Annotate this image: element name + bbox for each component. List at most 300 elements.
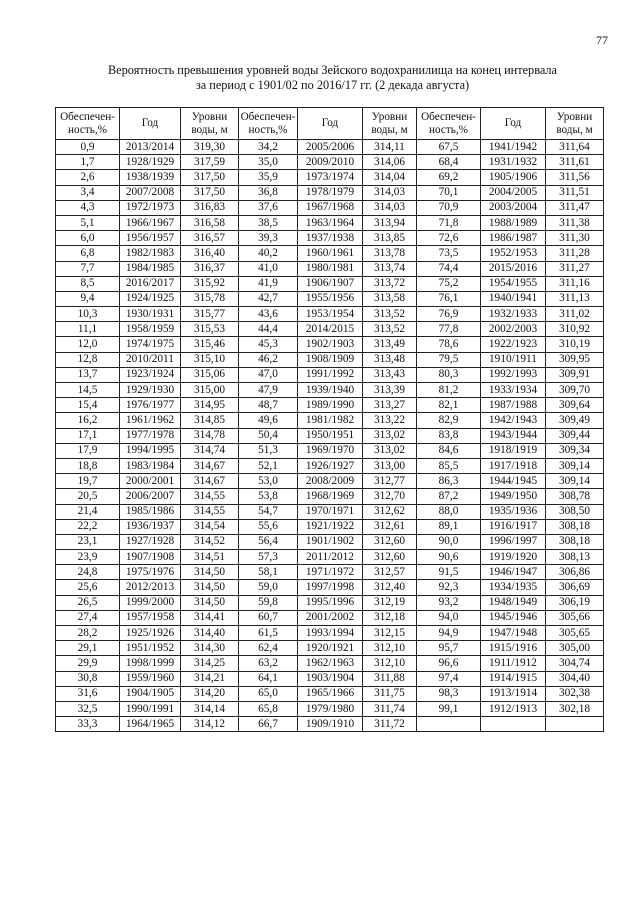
water-level-cell: 314,04 <box>363 170 417 185</box>
header-line: Уровни <box>371 110 408 123</box>
year-cell: 2010/2011 <box>120 352 181 367</box>
water-level-cell: 313,00 <box>363 458 417 473</box>
water-level-cell: 314,20 <box>181 686 239 701</box>
year-cell: 1902/1903 <box>298 337 363 352</box>
year-cell: 1949/1950 <box>481 489 546 504</box>
header-probability-2 <box>239 108 298 140</box>
probability-cell: 25,6 <box>56 580 120 595</box>
probability-cell: 59,8 <box>239 595 298 610</box>
year-cell: 1927/1928 <box>120 534 181 549</box>
probability-cell: 43,6 <box>239 307 298 322</box>
year-cell: 2000/2001 <box>120 474 181 489</box>
table-row <box>56 200 604 215</box>
page-number: 77 <box>596 33 608 47</box>
year-cell: 1901/1902 <box>298 534 363 549</box>
probability-cell: 31,6 <box>56 686 120 701</box>
document-title <box>60 63 605 93</box>
year-cell: 1955/1956 <box>298 291 363 306</box>
table-row <box>56 565 604 580</box>
year-cell: 1968/1969 <box>298 489 363 504</box>
year-cell: 1961/1962 <box>120 413 181 428</box>
probability-cell: 99,1 <box>417 701 481 716</box>
probability-cell: 48,7 <box>239 398 298 413</box>
year-cell: 1951/1952 <box>120 641 181 656</box>
year-cell: 1984/1985 <box>120 261 181 276</box>
year-cell: 1919/1920 <box>481 550 546 565</box>
water-level-cell: 314,50 <box>181 595 239 610</box>
water-level-cell: 305,00 <box>546 641 604 656</box>
year-cell: 1956/1957 <box>120 231 181 246</box>
probability-cell: 56,4 <box>239 534 298 549</box>
header-water-level-3 <box>546 108 604 140</box>
water-level-cell: 315,78 <box>181 291 239 306</box>
year-cell: 1994/1995 <box>120 443 181 458</box>
probability-cell: 44,4 <box>239 322 298 337</box>
water-level-cell: 309,14 <box>546 474 604 489</box>
header-line: ность,% <box>248 123 288 136</box>
water-level-cell: 314,14 <box>181 701 239 716</box>
year-cell: 1903/1904 <box>298 671 363 686</box>
table-row <box>56 428 604 443</box>
table-row <box>56 231 604 246</box>
year-cell: 1995/1996 <box>298 595 363 610</box>
probability-cell: 76,9 <box>417 307 481 322</box>
water-level-cell: 314,54 <box>181 519 239 534</box>
probability-cell: 17,9 <box>56 443 120 458</box>
year-cell: 1916/1917 <box>481 519 546 534</box>
year-cell: 1986/1987 <box>481 231 546 246</box>
probability-cell: 16,2 <box>56 413 120 428</box>
year-cell: 1981/1982 <box>298 413 363 428</box>
probability-cell: 57,3 <box>239 550 298 565</box>
water-level-cell: 311,38 <box>546 215 604 230</box>
table-row <box>56 307 604 322</box>
year-cell: 2012/2013 <box>120 580 181 595</box>
header-line: Обеспечен- <box>60 110 115 123</box>
header-line: Обеспечен- <box>421 110 476 123</box>
water-level-cell: 314,95 <box>181 398 239 413</box>
probability-cell: 62,4 <box>239 641 298 656</box>
probability-cell: 66,7 <box>239 717 298 732</box>
year-cell: 1987/1988 <box>481 398 546 413</box>
probability-cell: 33,3 <box>56 717 120 732</box>
table-row <box>56 276 604 291</box>
probability-cell: 6,0 <box>56 231 120 246</box>
year-cell: 1918/1919 <box>481 443 546 458</box>
probability-cell: 46,2 <box>239 352 298 367</box>
water-level-cell: 313,49 <box>363 337 417 352</box>
water-level-cell: 313,72 <box>363 276 417 291</box>
probability-cell: 51,3 <box>239 443 298 458</box>
year-cell: 1924/1925 <box>120 291 181 306</box>
water-level-cell: 313,52 <box>363 307 417 322</box>
probability-cell: 14,5 <box>56 383 120 398</box>
probability-cell: 19,7 <box>56 474 120 489</box>
year-cell: 1974/1975 <box>120 337 181 352</box>
probability-cell: 5,1 <box>56 215 120 230</box>
water-level-cell: 312,18 <box>363 610 417 625</box>
year-cell: 1906/1907 <box>298 276 363 291</box>
probability-table <box>55 107 604 732</box>
probability-cell: 71,8 <box>417 215 481 230</box>
header-line: воды, м <box>191 123 228 136</box>
water-level-cell: 316,58 <box>181 215 239 230</box>
probability-cell: 81,2 <box>417 383 481 398</box>
water-level-cell: 311,13 <box>546 291 604 306</box>
probability-cell: 94,0 <box>417 610 481 625</box>
water-level-cell: 317,59 <box>181 155 239 170</box>
water-level-cell: 311,51 <box>546 185 604 200</box>
probability-cell: 26,5 <box>56 595 120 610</box>
probability-cell: 82,9 <box>417 413 481 428</box>
probability-cell: 91,5 <box>417 565 481 580</box>
water-level-cell: 312,15 <box>363 626 417 641</box>
water-level-cell: 310,19 <box>546 337 604 352</box>
probability-cell: 10,3 <box>56 307 120 322</box>
year-cell: 1909/1910 <box>298 717 363 732</box>
probability-cell: 29,1 <box>56 641 120 656</box>
water-level-cell: 309,14 <box>546 458 604 473</box>
water-level-cell: 311,61 <box>546 155 604 170</box>
year-cell: 1977/1978 <box>120 428 181 443</box>
water-level-cell: 314,03 <box>363 185 417 200</box>
year-cell: 1930/1931 <box>120 307 181 322</box>
water-level-cell: 311,30 <box>546 231 604 246</box>
water-level-cell: 314,74 <box>181 443 239 458</box>
water-level-cell: 313,58 <box>363 291 417 306</box>
probability-cell: 79,5 <box>417 352 481 367</box>
probability-cell: 30,8 <box>56 671 120 686</box>
probability-cell: 54,7 <box>239 504 298 519</box>
year-cell: 1946/1947 <box>481 565 546 580</box>
water-level-cell: 313,85 <box>363 231 417 246</box>
year-cell: 1958/1959 <box>120 322 181 337</box>
probability-cell: 85,5 <box>417 458 481 473</box>
table-row <box>56 458 604 473</box>
water-level-cell: 311,27 <box>546 261 604 276</box>
water-level-cell: 311,28 <box>546 246 604 261</box>
header-line: Год <box>504 117 522 129</box>
probability-cell: 83,8 <box>417 428 481 443</box>
table-row <box>56 519 604 534</box>
water-level-cell: 314,51 <box>181 550 239 565</box>
probability-cell: 17,1 <box>56 428 120 443</box>
water-level-cell: 312,40 <box>363 580 417 595</box>
probability-cell: 18,8 <box>56 458 120 473</box>
probability-cell: 68,4 <box>417 155 481 170</box>
probability-cell: 39,3 <box>239 231 298 246</box>
year-cell: 1980/1981 <box>298 261 363 276</box>
water-level-cell: 317,50 <box>181 185 239 200</box>
year-cell: 1947/1948 <box>481 626 546 641</box>
year-cell: 1923/1924 <box>120 367 181 382</box>
table-row <box>56 671 604 686</box>
year-cell: 1910/1911 <box>481 352 546 367</box>
header-line: Уровни <box>191 110 228 123</box>
table-row <box>56 443 604 458</box>
table-row <box>56 398 604 413</box>
probability-cell: 15,4 <box>56 398 120 413</box>
probability-cell: 41,0 <box>239 261 298 276</box>
water-level-cell: 314,67 <box>181 474 239 489</box>
probability-cell: 35,9 <box>239 170 298 185</box>
water-level-cell: 309,49 <box>546 413 604 428</box>
year-cell: 1922/1923 <box>481 337 546 352</box>
year-cell: 2014/2015 <box>298 322 363 337</box>
water-level-cell: 316,57 <box>181 231 239 246</box>
probability-cell: 47,0 <box>239 367 298 382</box>
water-level-cell: 312,60 <box>363 534 417 549</box>
water-level-cell: 314,67 <box>181 458 239 473</box>
year-cell: 1941/1942 <box>481 140 546 155</box>
probability-cell: 87,2 <box>417 489 481 504</box>
table-row <box>56 474 604 489</box>
water-level-cell: 315,53 <box>181 322 239 337</box>
year-cell: 1998/1999 <box>120 656 181 671</box>
water-level-cell: 314,55 <box>181 504 239 519</box>
probability-cell: 55,6 <box>239 519 298 534</box>
table-row <box>56 155 604 170</box>
year-cell: 1932/1933 <box>481 307 546 322</box>
water-level-cell: 312,70 <box>363 489 417 504</box>
probability-cell: 96,6 <box>417 656 481 671</box>
water-level-cell: 309,95 <box>546 352 604 367</box>
water-level-cell: 311,16 <box>546 276 604 291</box>
year-cell: 1971/1972 <box>298 565 363 580</box>
water-level-cell: 306,69 <box>546 580 604 595</box>
year-cell: 2013/2014 <box>120 140 181 155</box>
water-level-cell <box>546 717 604 732</box>
probability-cell: 65,8 <box>239 701 298 716</box>
table-row <box>56 610 604 625</box>
probability-cell: 97,4 <box>417 671 481 686</box>
probability-cell: 61,5 <box>239 626 298 641</box>
water-level-cell: 314,52 <box>181 534 239 549</box>
probability-cell: 13,7 <box>56 367 120 382</box>
water-level-cell: 313,74 <box>363 261 417 276</box>
probability-cell: 7,7 <box>56 261 120 276</box>
water-level-cell: 309,34 <box>546 443 604 458</box>
probability-cell: 60,7 <box>239 610 298 625</box>
probability-cell <box>417 717 481 732</box>
table-row <box>56 641 604 656</box>
year-cell: 1963/1964 <box>298 215 363 230</box>
year-cell: 1921/1922 <box>298 519 363 534</box>
probability-cell: 32,5 <box>56 701 120 716</box>
probability-cell: 52,1 <box>239 458 298 473</box>
year-cell: 1940/1941 <box>481 291 546 306</box>
year-cell: 1966/1967 <box>120 215 181 230</box>
year-cell: 1960/1961 <box>298 246 363 261</box>
probability-cell: 23,9 <box>56 550 120 565</box>
water-level-cell: 309,70 <box>546 383 604 398</box>
year-cell: 2007/2008 <box>120 185 181 200</box>
probability-cell: 11,1 <box>56 322 120 337</box>
year-cell: 1996/1997 <box>481 534 546 549</box>
year-cell: 1915/1916 <box>481 641 546 656</box>
year-cell: 1935/1936 <box>481 504 546 519</box>
probability-cell: 3,4 <box>56 185 120 200</box>
water-level-cell: 314,40 <box>181 626 239 641</box>
table-row <box>56 701 604 716</box>
year-cell: 1904/1905 <box>120 686 181 701</box>
probability-cell: 88,0 <box>417 504 481 519</box>
year-cell: 2001/2002 <box>298 610 363 625</box>
probability-cell: 70,9 <box>417 200 481 215</box>
probability-cell: 53,8 <box>239 489 298 504</box>
table-row <box>56 246 604 261</box>
table-row <box>56 367 604 382</box>
table-row <box>56 595 604 610</box>
probability-cell: 82,1 <box>417 398 481 413</box>
year-cell: 1948/1949 <box>481 595 546 610</box>
probability-cell: 45,3 <box>239 337 298 352</box>
year-cell: 1985/1986 <box>120 504 181 519</box>
water-level-cell: 312,57 <box>363 565 417 580</box>
probability-cell: 78,6 <box>417 337 481 352</box>
header-line: Уровни <box>556 110 593 123</box>
water-level-cell: 315,06 <box>181 367 239 382</box>
probability-cell: 98,3 <box>417 686 481 701</box>
probability-cell: 74,4 <box>417 261 481 276</box>
header-water-level-1 <box>181 108 239 140</box>
year-cell: 1954/1955 <box>481 276 546 291</box>
title-line-1: Вероятность превышения уровней воды Зейского водохранилища на конец интервала <box>107 63 558 77</box>
water-level-cell: 313,27 <box>363 398 417 413</box>
water-level-cell: 315,77 <box>181 307 239 322</box>
water-level-cell: 308,50 <box>546 504 604 519</box>
year-cell: 2004/2005 <box>481 185 546 200</box>
water-level-cell: 313,94 <box>363 215 417 230</box>
table-row <box>56 337 604 352</box>
water-level-cell: 312,10 <box>363 656 417 671</box>
year-cell: 1944/1945 <box>481 474 546 489</box>
water-level-cell: 313,43 <box>363 367 417 382</box>
water-level-cell: 316,40 <box>181 246 239 261</box>
probability-cell: 93,2 <box>417 595 481 610</box>
table-row <box>56 261 604 276</box>
year-cell: 1983/1984 <box>120 458 181 473</box>
header-line: ность,% <box>68 123 107 136</box>
probability-cell: 38,5 <box>239 215 298 230</box>
water-level-cell: 308,18 <box>546 519 604 534</box>
probability-cell: 70,1 <box>417 185 481 200</box>
water-level-cell: 305,65 <box>546 626 604 641</box>
header-line: ность,% <box>429 123 468 136</box>
water-level-cell: 315,10 <box>181 352 239 367</box>
probability-cell: 92,3 <box>417 580 481 595</box>
year-cell: 1931/1932 <box>481 155 546 170</box>
probability-cell: 22,2 <box>56 519 120 534</box>
header-line: Год <box>321 117 339 129</box>
year-cell: 1990/1991 <box>120 701 181 716</box>
year-cell: 1920/1921 <box>298 641 363 656</box>
year-cell: 1991/1992 <box>298 367 363 382</box>
water-level-cell: 315,92 <box>181 276 239 291</box>
year-cell: 1905/1906 <box>481 170 546 185</box>
year-cell: 1975/1976 <box>120 565 181 580</box>
year-cell: 1964/1965 <box>120 717 181 732</box>
probability-cell: 37,6 <box>239 200 298 215</box>
probability-cell: 6,8 <box>56 246 120 261</box>
year-cell: 1979/1980 <box>298 701 363 716</box>
probability-cell: 23,1 <box>56 534 120 549</box>
probability-cell: 67,5 <box>417 140 481 155</box>
water-level-cell: 314,30 <box>181 641 239 656</box>
water-level-cell: 308,78 <box>546 489 604 504</box>
water-level-cell: 309,44 <box>546 428 604 443</box>
water-level-cell: 311,74 <box>363 701 417 716</box>
water-level-cell: 304,40 <box>546 671 604 686</box>
probability-cell: 77,8 <box>417 322 481 337</box>
water-level-cell: 314,50 <box>181 565 239 580</box>
header-year-3 <box>481 108 546 140</box>
water-level-cell: 314,11 <box>363 140 417 155</box>
water-level-cell: 302,18 <box>546 701 604 716</box>
probability-cell: 47,9 <box>239 383 298 398</box>
header-line: Год <box>141 117 159 129</box>
water-level-cell: 313,02 <box>363 443 417 458</box>
table-row <box>56 504 604 519</box>
probability-cell: 1,7 <box>56 155 120 170</box>
table-row <box>56 686 604 701</box>
water-level-cell: 319,30 <box>181 140 239 155</box>
water-level-cell: 312,62 <box>363 504 417 519</box>
water-level-cell: 313,78 <box>363 246 417 261</box>
year-cell: 1989/1990 <box>298 398 363 413</box>
water-level-cell: 312,10 <box>363 641 417 656</box>
year-cell: 1992/1993 <box>481 367 546 382</box>
year-cell: 1952/1953 <box>481 246 546 261</box>
header-probability-1 <box>56 108 120 140</box>
water-level-cell: 314,12 <box>181 717 239 732</box>
water-level-cell: 316,83 <box>181 200 239 215</box>
probability-cell: 12,0 <box>56 337 120 352</box>
water-level-cell: 316,37 <box>181 261 239 276</box>
water-level-cell: 315,46 <box>181 337 239 352</box>
year-cell: 1953/1954 <box>298 307 363 322</box>
year-cell: 1934/1935 <box>481 580 546 595</box>
probability-cell: 64,1 <box>239 671 298 686</box>
probability-cell: 28,2 <box>56 626 120 641</box>
year-cell: 1997/1998 <box>298 580 363 595</box>
year-cell: 1967/1968 <box>298 200 363 215</box>
table-row <box>56 626 604 641</box>
year-cell: 2016/2017 <box>120 276 181 291</box>
year-cell: 1911/1912 <box>481 656 546 671</box>
probability-cell: 63,2 <box>239 656 298 671</box>
water-level-cell: 314,25 <box>181 656 239 671</box>
probability-cell: 76,1 <box>417 291 481 306</box>
probability-cell: 90,6 <box>417 550 481 565</box>
table-row <box>56 322 604 337</box>
year-cell: 2003/2004 <box>481 200 546 215</box>
year-cell: 2011/2012 <box>298 550 363 565</box>
year-cell: 1907/1908 <box>120 550 181 565</box>
year-cell: 1978/1979 <box>298 185 363 200</box>
water-level-cell: 310,92 <box>546 322 604 337</box>
table-row <box>56 550 604 565</box>
water-level-cell: 311,75 <box>363 686 417 701</box>
probability-cell: 12,8 <box>56 352 120 367</box>
year-cell: 1914/1915 <box>481 671 546 686</box>
table-row <box>56 383 604 398</box>
probability-cell: 35,0 <box>239 155 298 170</box>
year-cell: 2015/2016 <box>481 261 546 276</box>
water-level-cell: 311,72 <box>363 717 417 732</box>
year-cell <box>481 717 546 732</box>
probability-cell: 53,0 <box>239 474 298 489</box>
